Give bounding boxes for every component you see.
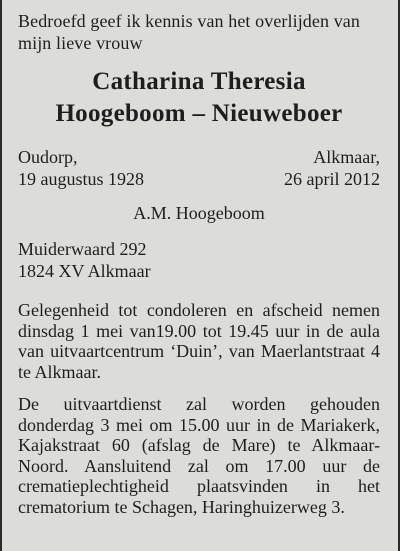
intro-line-1: Bedroefd geef ik kennis van het overlijden van <box>18 11 360 31</box>
intro-line-2: mijn lieve vrouw <box>18 33 143 53</box>
condolence-paragraph <box>18 300 380 382</box>
deceased-name-line-1: Catharina Theresia <box>92 68 306 95</box>
funeral-line: donderdag 3 mei om 15.00 uur in de Mariakerk, <box>18 414 380 435</box>
funeral-line: Kajakstraat 60 (afslag de Mare) te Alkmaar- <box>18 435 380 455</box>
death-info <box>284 146 380 190</box>
birth-date: 19 augustus 1928 <box>18 169 144 189</box>
birth-place: Oudorp, <box>18 147 78 167</box>
condolence-line: van uitvaartcentrum ‘Duin’, van Maerlantstraat 4 <box>18 341 380 361</box>
dates-row <box>18 146 380 190</box>
deceased-name-line-2: Hoogeboom – Nieuweboer <box>55 100 343 127</box>
address-street: Muiderwaard 292 <box>18 239 147 259</box>
funeral-line: De uitvaartdienst zal worden gehouden <box>18 394 380 414</box>
funeral-line: crematieplechtigheid plaatsvinden in het <box>18 476 380 496</box>
intro-text <box>18 10 380 54</box>
death-date: 26 april 2012 <box>284 169 380 189</box>
funeral-paragraph <box>18 394 380 517</box>
funeral-line: Noord. Aansluitend zal om 17.00 uur de <box>18 455 380 476</box>
condolence-line: te Alkmaar. <box>18 361 101 382</box>
signer-name: A.M. Hoogeboom <box>133 203 265 223</box>
deceased-name <box>18 66 380 130</box>
condolence-line: Gelegenheid tot condoleren en afscheid nemen <box>18 300 380 320</box>
death-place: Alkmaar, <box>313 147 380 167</box>
funeral-line: crematorium te Schagen, Haringhuizerweg 3. <box>18 496 345 517</box>
condolence-line: dinsdag 1 mei van19.00 tot 19.45 uur in de aula <box>18 320 380 341</box>
address-city: 1824 XV Alkmaar <box>18 261 151 281</box>
birth-info <box>18 146 144 190</box>
address-block <box>18 238 380 282</box>
